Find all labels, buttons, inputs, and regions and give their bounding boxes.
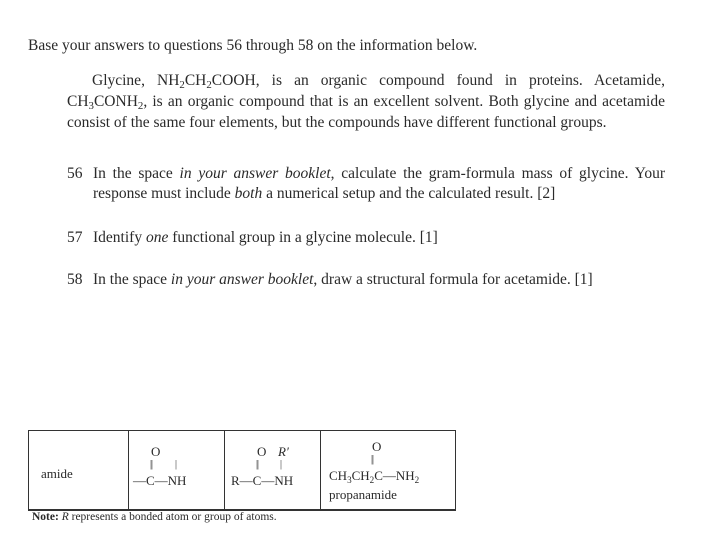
question-number: 56 [67,165,83,182]
example-formula: $CH_3CH_2C—NH_2$ [329,468,420,485]
formula-main: R—C—NH [231,473,294,488]
table-cell-name [28,430,128,510]
table-cell-general-formula [128,430,224,510]
question-56 [67,164,665,204]
functional-group-table [28,430,456,510]
single-bond: | [280,459,283,470]
formula-main: —C—NH [133,473,187,488]
example-name: propanamide [329,487,397,502]
row-label: amide [41,466,73,481]
question-57 [67,228,665,248]
question-text: In the space in your answer booklet, calculate the gram-formula mass of glycine. Your response must include both a numerical setup and the calculated result. [2] [93,165,665,202]
question-text: In the space in your answer booklet, draw a structural formula for acetamide. [1] [93,271,593,288]
carbonyl-o: O [372,439,382,454]
question-number: 58 [67,271,83,288]
double-bond: || [256,459,259,470]
double-bond: || [150,459,153,470]
question-number: 57 [67,229,83,246]
r-prime: R′ [278,444,289,459]
table-cell-general-r [224,430,320,510]
question-58 [67,270,665,290]
table-cell-example [320,430,456,510]
carbonyl-o: O [151,444,161,459]
table-note: Note: R represents a bonded atom or group of atoms. [32,511,277,523]
passage: Glycine, $NH_2CH_2COOH$, is an organic compound found in proteins. Acetamide, $CH_3CONH_2$, is an organic compound that is an excellent solvent. Both glycine and acetamide consist of the same four elements, but the compounds have different functional groups. [67,72,665,131]
double-bond: || [371,454,374,465]
question-text: Identify one functional group in a glycine molecule. [1] [93,229,438,246]
carbonyl-o: O [257,444,267,459]
intro-line: Base your answers to questions 56 through 58 on the information below. [28,37,478,54]
single-bond: | [175,459,178,470]
